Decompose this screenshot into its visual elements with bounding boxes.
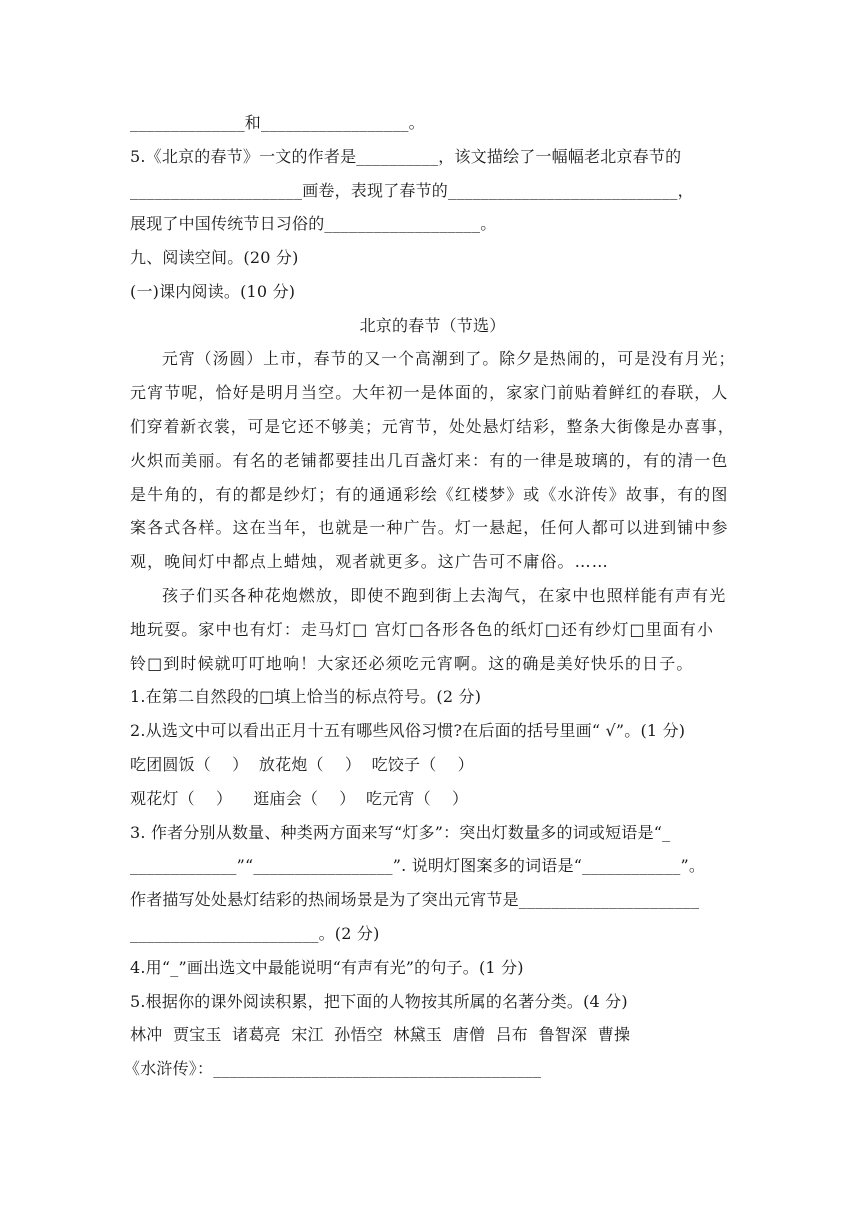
custom-options-row-1: 吃团圆饭（ ） 放花炮（ ） 吃饺子（ ） [130,755,474,774]
passage-line: 元宵节呢，恰好是明月当空。大年初一是体面的，家家门前贴着鲜红的春联，人 [130,383,729,402]
passage-line: 观，晚间灯中都点上蜡烛，观者就更多。这广告可不庸俗。…… [130,552,609,571]
question-line: 1.在第二自然段的□填上恰当的标点符号。(2 分) [130,687,482,706]
subsection-heading: (一)课内阅读。(10 分) [130,282,296,301]
question-5-line-2: _____________________画卷，表现了春节的____________________________， [130,181,694,200]
passage-line: 案各式各样。这在当年，也就是一种广告。灯一悬起，任何人都可以进到铺中参 [130,518,729,537]
question-5-line-1: 5.《北京的春节》一文的作者是__________，该文描绘了一幅幅老北京春节的 [130,147,682,166]
character-names-list: 林冲 贾宝玉 诸葛亮 宋江 孙悟空 林黛玉 唐僧 吕布 鲁智深 曹操 [130,1025,631,1044]
section-nine-heading: 九、阅读空间。(20 分) [130,248,299,267]
passage-line: 地玩耍。家中也有灯：走马灯□ 宫灯□各形各色的纸灯□还有纱灯□里面有小 [130,620,715,639]
passage-line: 孩子们买各种花炮燃放，即使不跑到街上去淘气，在家中也照样能有声有光 [162,586,727,605]
question-line: _____________”“_________________”. 说明灯图案多的词语是“____________”。 [130,856,706,875]
question-line: 2.从选文中可以看出正月十五有哪些风俗习惯?在后面的括号里画“ √”。(1 分) [130,721,686,740]
fill-blank-line: ______________和__________________。 [130,113,425,132]
passage-line: 元宵（汤圆）上市，春节的又一个高潮到了。除夕是热闹的，可是没有月光； [162,349,736,368]
question-line: _______________________。(2 分) [130,924,380,943]
question-5-line-3: 展现了中国传统节日习俗的___________________。 [130,214,497,233]
passage-title: 北京的春节（节选） [359,316,506,335]
water-margin-answer-line: 《水浒传》：________________________________________ [124,1059,542,1078]
custom-options-row-2: 观花灯（ ） 逛庙会（ ） 吃元宵（ ） [130,789,469,808]
question-line: 作者描写处处悬灯结彩的热闹场景是为了突出元宵节是______________________ [130,890,700,909]
passage-line: 是牛角的，有的都是纱灯；有的通通彩绘《红楼梦》或《水浒传》故事，有的图 [130,485,729,504]
passage-line: 火炽而美丽。有名的老铺都要挂出几百盏灯来：有的一律是玻璃的，有的清一色 [130,451,729,470]
question-line: 4.用“_”画出选文中最能说明“有声有光”的句子。(1 分) [130,958,524,977]
passage-line: 们穿着新衣裳，可是它还不够美；元宵节，处处悬灯结彩，整条大街像是办喜事， [130,417,735,436]
passage-line: 铃□到时候就叮叮地响！大家还必须吃元宵啊。这的确是美好快乐的日子。 [130,654,694,673]
question-line: 5.根据你的课外阅读积累，把下面的人物按其所属的名著分类。(4 分) [130,992,628,1011]
question-line: 3. 作者分别从数量、种类两方面来写“灯多”：突出灯数量多的词或短语是“_ [130,823,671,842]
